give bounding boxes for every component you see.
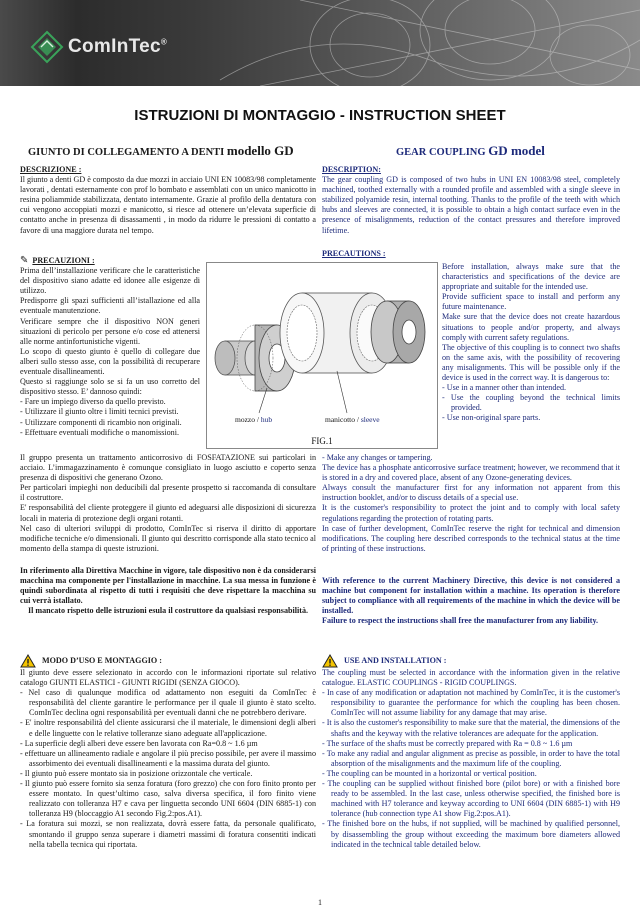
en-description-text: The gear coupling GD is composed of two hubs in UNI EN 10083/98 steel, completely machined, toothed externally with a rounded profile and assembled with a single sleeve in stabilized polyamide resin, internal toothing. Thanks to the profile of the teeth with which hubs and sleeves are connected, it is possible to obtain a high contact surface even in the presence of misalignments, reduction of the contact pressures and therefore improved lifetime.	[322, 175, 620, 235]
warning-icon	[20, 654, 36, 668]
logo-text: ComInTec®	[68, 36, 168, 57]
figure-caption: FIG.1	[311, 436, 333, 446]
it-prec-after-2: Per particolari impieghi non deducibili dal presente prospetto si raccomanda di consultare il costruttore.	[20, 483, 316, 503]
en-use-section	[322, 654, 620, 850]
subtitle-english: GEAR COUPLING GD model	[396, 143, 545, 158]
it-prec-p5: Questo si raggiunge solo se si fa un uso corretto del dispositivo stesso. E’ dannoso quindi:	[20, 377, 200, 397]
en-precautions-heading: PRECAUTIONS :	[322, 249, 386, 258]
list-item: - Utilizzare il giunto oltre i limiti tecnici previsti.	[20, 407, 179, 417]
list-item: - In case of any modification or adaptation not machined by ComInTec, it is the customer's responsibility to guarantee the performance for which the coupling has been chosen. ComInTec will not assume liability for any damage that may arise.	[322, 688, 621, 718]
list-item: - The coupling can be supplied without finished bore (pilot bore) or with a finished bore ready to be assembled. In the last case, unless otherwise specified, the finished bore is machined with H7 tolerance and keyway according to UNI 6604 (DIN 6885-1) with H9 tolerance (hub connection type A1 show Fig.2:pos.A1).	[322, 779, 620, 819]
coupling-figure	[206, 262, 438, 449]
it-precautions-heading: ✎ PRECAUZIONI :	[20, 255, 95, 266]
en-directive-text: With reference to the current Machinery Directive, this device is not considered a machine but component for installation within a machine. Its operation is therefore subject to compliance with all requirements of the machine in which the device will be installed.	[322, 576, 620, 616]
en-prec-after-4: In case of further development, ComInTec reserve the right for technical and dimension modifications. The coupling here described corresponds to the technical status at the time of printing of these instructions.	[322, 523, 620, 553]
it-use-heading: MODO D’USO E MONTAGGIO :	[20, 654, 316, 668]
it-prec-after-4: Nel caso di ulteriori sviluppi di prodotto, ComInTec si riserva il diritto di apportare modifiche tecniche e/o dimensionali. Il giunto qui descritto corrisponde alla stato tecnico al momento della stampa di queste istruzioni.	[20, 523, 317, 553]
list-item: - The surface of the shafts must be correctly prepared with Ra = 0.8 ~ 1.6 µm	[322, 738, 573, 748]
list-item: - Effettuare eventuali modifiche o manomissioni.	[20, 427, 179, 437]
list-item: - It is also the customer's responsibility to make sure that the material, the dimensions of the shafts and the keyway with the relative tolerances are adequate for the application.	[322, 718, 620, 738]
it-prec-p2: Predisporre gli spazi sufficienti all’istallazione ed alla eventuale manutenzione.	[20, 296, 200, 316]
list-item: - Fare un impiego diverso da quello previsto.	[20, 397, 166, 407]
it-directive-text: In riferimento alla Direttiva Macchine in vigore, tale dispositivo non è da considerarsi macchina ma componente per l'installazione in macchine. La sua messa in funzione è quindi subordinata al rispetto di tutti i requisiti che deve rispettare la macchina su cui verrà istallato.	[20, 566, 316, 606]
en-prec-p1: Before installation, always make sure that the characteristics and specifications of the device are appropriate and suitable for the intended use.	[442, 262, 620, 292]
list-item: - Use non-original spare parts.	[442, 413, 541, 423]
hub-label: mozzo / hub	[235, 415, 273, 424]
subtitle-italian: GIUNTO DI COLLEGAMENTO A DENTI modello GD	[28, 143, 294, 158]
coupling-logo-icon	[30, 30, 64, 64]
it-use-intro: Il giunto deve essere selezionato in accordo con le informazioni riportate sul relativo catalogo GIUNTI ELASTICI - GIUNTI RIGIDI (SENZA GIOCO).	[20, 668, 316, 688]
list-item: - Il giunto può essere montato sia in posizione orizzontale che verticale.	[20, 768, 253, 778]
en-prec-after-2: Always consult the manufacturer first for any information not apparent from this instruction booklet, and/or to discuss details of a special use.	[322, 483, 620, 503]
en-prec-list-last	[322, 453, 620, 463]
list-item: - Il giunto può essere fornito sia senza foratura (foro grezzo) che con foro finito pronto per essere montato. In quest’ultimo caso, salva diversa specifica, il foro finito viene realizzato con tolleranza H7 e cava per linguetta secondo UNI 6604 (DIN 6885-1) con tolleranza H9 (bloccaggio A1 secondo Fig.2:pos.A1).	[20, 779, 316, 819]
list-item: - The coupling can be mounted in a horizontal or vertical position.	[322, 768, 537, 778]
list-item: - Make any changes or tampering.	[322, 453, 433, 462]
it-description-text: Il giunto a denti GD è composto da due mozzi in acciaio UNI EN 10083/98 completamente lavorati , dentati esternamente con prof lo bombato e assemblati con un unico manicotto in resina poliammide stabilizzata, dentato internamente. Grazie al profilo della dentatura con cui vengono accoppiati mozzi e manicotto, si riesce ad ottenere un’elevata superficie di contatto anche in presenza di disassamenti , in modo da ridurre le pressioni di contatto a favore di una maggiore durata nel tempo.	[20, 175, 317, 235]
en-use-intro: The coupling must be selected in accordance with the information given in the relative catalogue. ELASTIC COUPLINGS - RIGID COUPLINGS.	[322, 668, 620, 688]
en-directive	[322, 576, 620, 626]
list-item: - Nel caso di qualunque modifica od adattamento non eseguiti da ComInTec è responsabilità del cliente garantire le performance per il quale il giunto è stato scelto. ComInTec declina ogni responsabilità per eventuali danni che ne potrebbero derivare.	[20, 688, 317, 718]
list-item: - The finished bore on the hubs, if not supplied, will be machined by qualified personnel, by disassembling the group without exceeding the maximum bore diameters allowed indicated in the technical table detailed below.	[322, 819, 620, 849]
it-prec-after-1: Il gruppo presenta un trattamento anticorrosivo di FOSFATAZIONE sui particolari in acciaio. L’immagazzinamento è comunque consigliato in luogo asciutto e coperto senza presenza di dispositivi che generano Ozono.	[20, 453, 316, 483]
en-prec-after-1: The device has a phosphate anticorrosive surface treatment; however, we recommend that it is stored in a dry and covered place, absent of any Ozone-generating devices.	[322, 463, 620, 483]
pencil-icon: ✎	[20, 255, 29, 266]
it-prec-p1: Prima dell’installazione verificare che le caratteristiche del dispositivo siano adatte ed idonee alle esigenze di utilizzo.	[20, 266, 200, 296]
en-precautions	[442, 262, 620, 424]
en-prec-after-3: It is the customer's responsibility to protect the joint and to comply with local safety regulations regarding the protection of rotating parts.	[322, 503, 620, 523]
list-item: - La superficie degli alberi deve essere ben lavorata con Ra=0.8 ~ 1.6 µm	[20, 738, 258, 748]
it-precautions-continued	[20, 453, 316, 554]
sleeve-label: manicotto / sleeve	[325, 415, 380, 424]
hub-drawing-right	[371, 301, 425, 363]
page-title: ISTRUZIONI DI MONTAGGIO - INSTRUCTION SHEET	[134, 107, 506, 124]
it-use-section	[20, 654, 316, 850]
it-directive-text-2: Il mancato rispetto delle istruzioni esula il costruttore da qualsiasi responsabilità.	[27, 606, 309, 616]
it-prec-p3: Verificare sempre che il dispositivo NON generi situazioni di pericolo per persone e/o cose ed attenersi alle norme antinfortunistiche vigenti.	[20, 316, 200, 346]
en-description	[322, 165, 620, 236]
en-description-heading: DESCRIPTION:	[322, 165, 381, 174]
en-prec-p4: The objective of this coupling is to connect two shafts on the same axis, with the possibility of recovering any misalignments. This will be possible only if the device is used in the correct way. It is dangerous to:	[442, 342, 620, 383]
list-item: - Use the coupling beyond the technical limits provided.	[442, 393, 620, 413]
en-use-heading: USE AND INSTALLATION :	[322, 654, 620, 668]
it-precautions	[20, 256, 200, 438]
en-precautions-continued	[322, 453, 620, 554]
it-prec-list	[20, 397, 200, 437]
it-description	[20, 165, 316, 236]
en-precautions-heading-row	[322, 249, 620, 259]
comintec-logo	[30, 30, 190, 70]
list-item: - Use in a manner other than intended.	[442, 383, 567, 393]
list-item: - E' inoltre responsabilità del cliente assicurarsi che il materiale, le dimensioni degli alberi e delle linguette con le relative tolleranze siano adeguate all'applicazione.	[20, 718, 316, 738]
list-item: - effettuare un allineamento radiale e angolare il più preciso possibile, per avere il massimo assorbimento dei eventuali disallineamenti e la massima durata del giunto.	[20, 748, 316, 768]
it-use-list	[20, 688, 316, 850]
header-banner	[0, 0, 640, 86]
it-description-heading: DESCRIZIONE :	[20, 165, 82, 174]
it-prec-after-3: E' responsabilità del cliente proteggere il giunto ed adeguarsi alle disposizioni di sicurezza locali in materia di protezione degli organi rotanti.	[20, 503, 316, 523]
en-use-list	[322, 688, 620, 850]
warning-icon	[322, 654, 338, 668]
list-item: - To make any radial and angular alignment as precise as possible, in order to have the total absorption of the misalignments and the maximum life of the coupling.	[322, 748, 620, 768]
en-directive-text-2: Failure to respect the instructions shall free the manufacturer from any liability.	[322, 616, 599, 626]
banner-mechanical-drawing	[200, 0, 640, 86]
list-item: - La foratura sui mozzi, se non realizzata, dovrà essere fatta, da personale qualificato, smontando il gruppo senza superare i diametri massimi di foratura consentiti indicati nella tabella tecnica qui riportata.	[20, 819, 316, 849]
en-prec-p3: Make sure that the device does not create hazardous situations to people and/or property, and always comply with current safety regulations.	[442, 312, 620, 342]
en-prec-list	[442, 383, 620, 423]
page-number: 1	[318, 898, 322, 907]
list-item: - Utilizzare componenti di ricambio non originali.	[20, 417, 182, 427]
it-directive	[20, 566, 316, 616]
it-prec-p4: Lo scopo di questo giunto è quello di collegare due alberi sullo stesso asse, con la possibilità di recuperare eventuale disallineamenti.	[20, 346, 200, 377]
en-prec-p2: Provide sufficient space to install and perform any future maintenance.	[442, 292, 620, 312]
